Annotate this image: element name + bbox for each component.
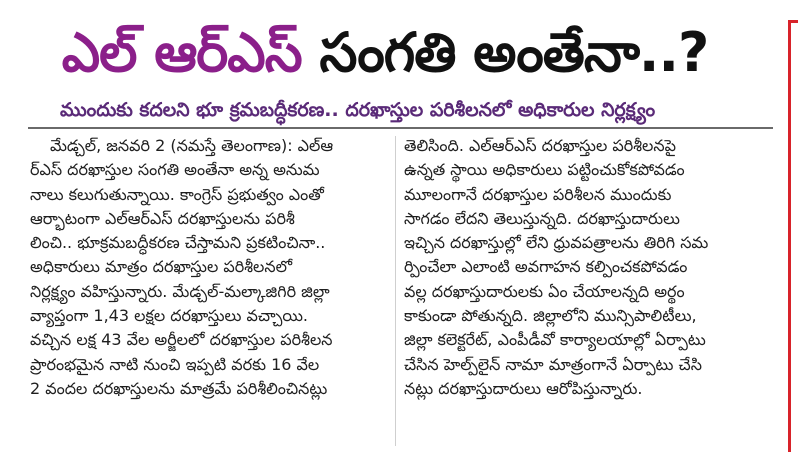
article-line: నాలు కలుగుతున్నాయి. కాంగ్రెస్ ప్రభుత్వం ఎంతో bbox=[30, 184, 324, 204]
article-line: అధికారులు మాత్రం దరఖాస్తుల పరిశీలనలో bbox=[30, 257, 293, 277]
article-column-right bbox=[404, 134, 772, 449]
article-line: 2 వందల దరఖాస్తులను మాత్రమే పరిశీలించినట్లు bbox=[30, 378, 328, 398]
article-column-left bbox=[30, 134, 388, 449]
red-frame-border bbox=[788, 20, 798, 452]
article-line: ర్‌ఎస్ దరఖాస్తుల సంగతి అంతేనా అన్న అనుమ bbox=[30, 160, 320, 180]
column-divider bbox=[395, 136, 396, 446]
article-line: కాకుండా పోతున్నది. జిల్లాలోని మున్సిపాలిటీలు, bbox=[404, 306, 697, 326]
article-line: లించి.. భూక్రమబద్ధీకరణ చేస్తామని ప్రకటించినా.. bbox=[30, 233, 326, 253]
headline-rule bbox=[28, 127, 773, 129]
article-line: నట్లు దరఖాస్తుదారులు ఆరోపిస్తున్నారు. bbox=[404, 378, 643, 398]
subheadline: ముందుకు కదలని భూ క్రమబద్ధీకరణ.. దరఖాస్తుల పరిశీలనలో అధికారుల నిర్లక్ష్యం bbox=[60, 99, 656, 121]
article-line: వచ్చిన లక్ష 43 వేల అర్జీలలో దరఖాస్తుల పరిశీలన bbox=[30, 330, 333, 350]
article-line: మేడ్చల్, జనవరి 2 (నమస్తే తెలంగాణ): ఎల్‌ఆ bbox=[50, 136, 334, 155]
article-line: వ్యాప్తంగా 1,43 లక్షల దరఖాస్తులు వచ్చాయి. bbox=[30, 306, 308, 326]
article-line: తెలిసింది. ఎల్‌ఆర్‌ఎస్ దరఖాస్తుల పరిశీలనపై bbox=[404, 136, 676, 155]
article-line: ర్పించేలా ఎలాంటి అవగాహన కల్పించకపోవడం bbox=[404, 257, 688, 277]
article-line: ఉన్నత స్థాయి అధికారులు పట్టించుకోకపోవడం bbox=[404, 160, 685, 180]
article-line: వల్ల దరఖాస్తుదారులకు ఏం చేయాలన్నది అర్థం bbox=[404, 281, 685, 301]
headline-colored-part: ఎల్ ఆర్‌ఎస్ bbox=[61, 21, 302, 84]
article-line: సాగడం లేదని తెలుస్తున్నది. దరఖాస్తుదారులు bbox=[404, 208, 680, 228]
article-line: ఇచ్చిన దరఖాస్తుల్లో లేని ధ్రువపత్రాలను తిరిగి సమ bbox=[404, 233, 709, 253]
article-line: నిర్లక్ష్యం వహిస్తున్నారు. మేడ్చల్-మల్కాజిగిరి జిల్లా bbox=[30, 281, 330, 301]
article-line: ప్రారంభమైన నాటి నుంచి ఇప్పటి వరకు 16 వేల bbox=[30, 354, 320, 374]
article-line: ఆర్భాటంగా ఎల్‌ఆర్‌ఎస్ దరఖాస్తులను పరిశీ bbox=[30, 208, 295, 228]
article-line: జిల్లా కలెక్టరేట్, ఎంపీడీవో కార్యాలయాల్లో ఏర్పాటు bbox=[404, 330, 706, 350]
article-line: చేసిన హెల్ప్‌లైన్ నామా మాత్రంగానే ఏర్పాటు చేసి bbox=[404, 354, 702, 374]
article-line: మూలంగానే దరఖాస్తుల పరిశీలన ముందుకు bbox=[404, 184, 672, 204]
headline bbox=[0, 14, 770, 92]
headline-black-part: సంగతి అంతేనా..? bbox=[319, 21, 709, 84]
